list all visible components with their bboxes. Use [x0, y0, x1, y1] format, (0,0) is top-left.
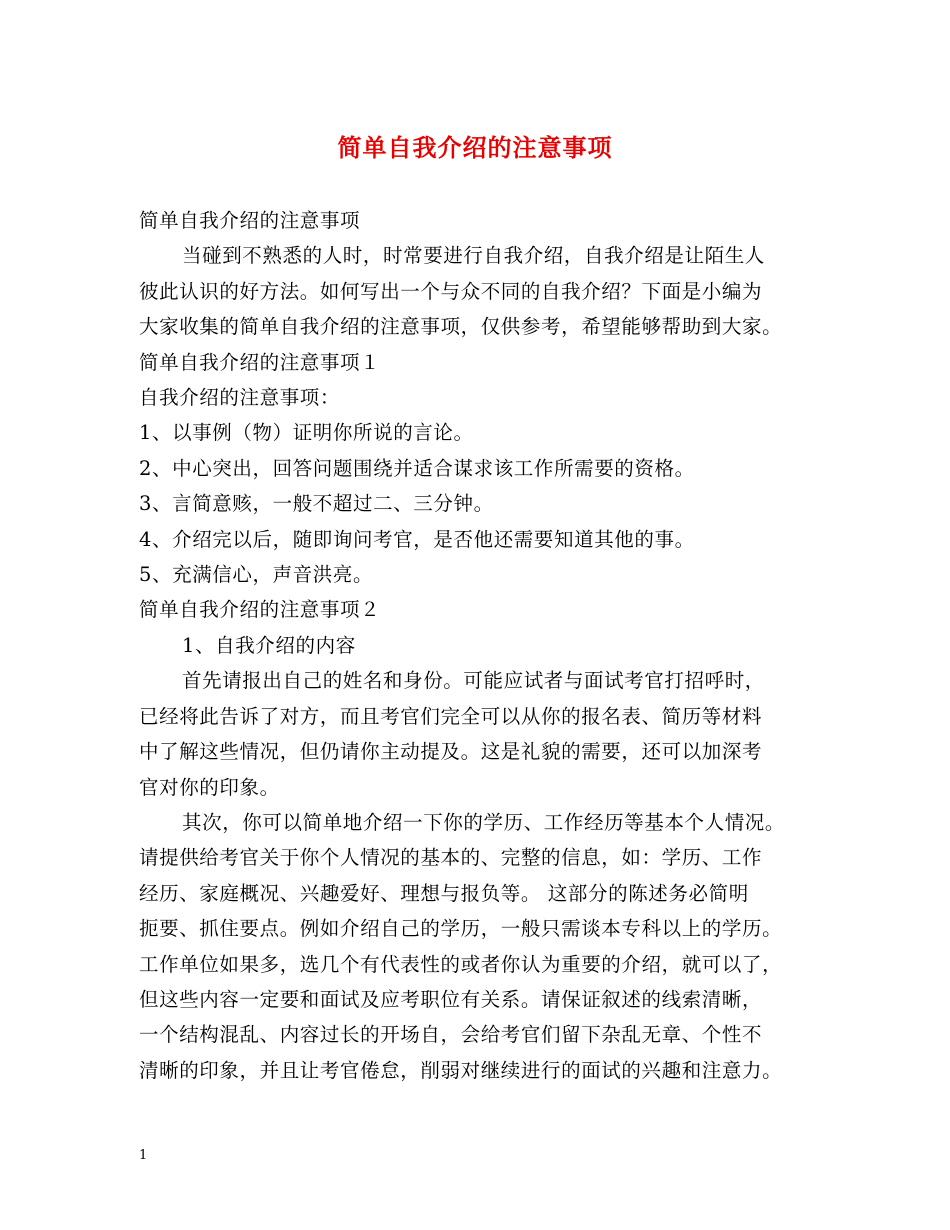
text-line: 经历、家庭概况、兴趣爱好、理想与报负等。 这部分的陈述务必简明	[139, 881, 749, 905]
text-line: 官对你的印象。	[139, 775, 280, 799]
text-line: 5、充满信心，声音洪亮。	[139, 563, 374, 587]
text-line: 2、中心突出，回答问题围绕并适合谋求该工作所需要的资格。	[139, 456, 695, 480]
text-line: 扼要、抓住要点。例如介绍自己的学历，一般只需谈本专科以上的学历。	[139, 917, 783, 941]
text-line: 一个结构混乱、内容过长的开场自，会给考官们留下杂乱无章、个性不	[139, 1023, 763, 1047]
text-line: 清晰的印象，并且让考官倦怠，削弱对继续进行的面试的兴趣和注意力。	[139, 1058, 783, 1082]
text-line: 当碰到不熟悉的人时，时常要进行自我介绍，自我介绍是让陌生人	[182, 244, 765, 268]
text-line: 简单自我介绍的注意事项１	[139, 350, 381, 374]
text-line: 4、介绍完以后，随即询问考官，是否他还需要知道其他的事。	[139, 527, 695, 551]
document-body	[139, 203, 829, 1088]
text-line: 中了解这些情况，但仍请你主动提及。这是礼貌的需要，还可以加深考	[139, 740, 763, 764]
text-line: 其次，你可以简单地介绍一下你的学历、工作经历等基本个人情况。	[182, 810, 786, 834]
text-line: 自我介绍的注意事项：	[139, 386, 341, 410]
text-line: 但这些内容一定要和面试及应考职位有关系。请保证叙述的线索清晰，	[139, 987, 763, 1011]
text-line: 工作单位如果多，选几个有代表性的或者你认为重要的介绍，就可以了，	[139, 952, 783, 976]
text-line: 简单自我介绍的注意事项	[139, 209, 361, 232]
text-line: 3、言简意赅，一般不超过二、三分钟。	[139, 492, 494, 516]
text-line: 1、自我介绍的内容	[182, 633, 356, 657]
text-line: 1、以事例（物）证明你所说的言论。	[139, 421, 474, 445]
text-line: 大家收集的简单自我介绍的注意事项，仅供参考，希望能够帮助到大家。	[139, 315, 783, 339]
text-line: 首先请报出自己的姓名和身份。可能应试者与面试考官打招呼时，	[182, 669, 765, 693]
page-title: 简单自我介绍的注意事项	[337, 133, 613, 162]
text-line: 已经将此告诉了对方，而且考官们完全可以从你的报名表、简历等材料	[139, 704, 763, 728]
page-number: 1	[139, 1148, 148, 1163]
text-line: 简单自我介绍的注意事项２	[139, 598, 381, 622]
text-line: 彼此认识的好方法。如何写出一个与众不同的自我介绍？下面是小编为	[139, 279, 763, 303]
text-line: 请提供给考官关于你个人情况的基本的、完整的信息，如：学历、工作	[139, 846, 763, 870]
